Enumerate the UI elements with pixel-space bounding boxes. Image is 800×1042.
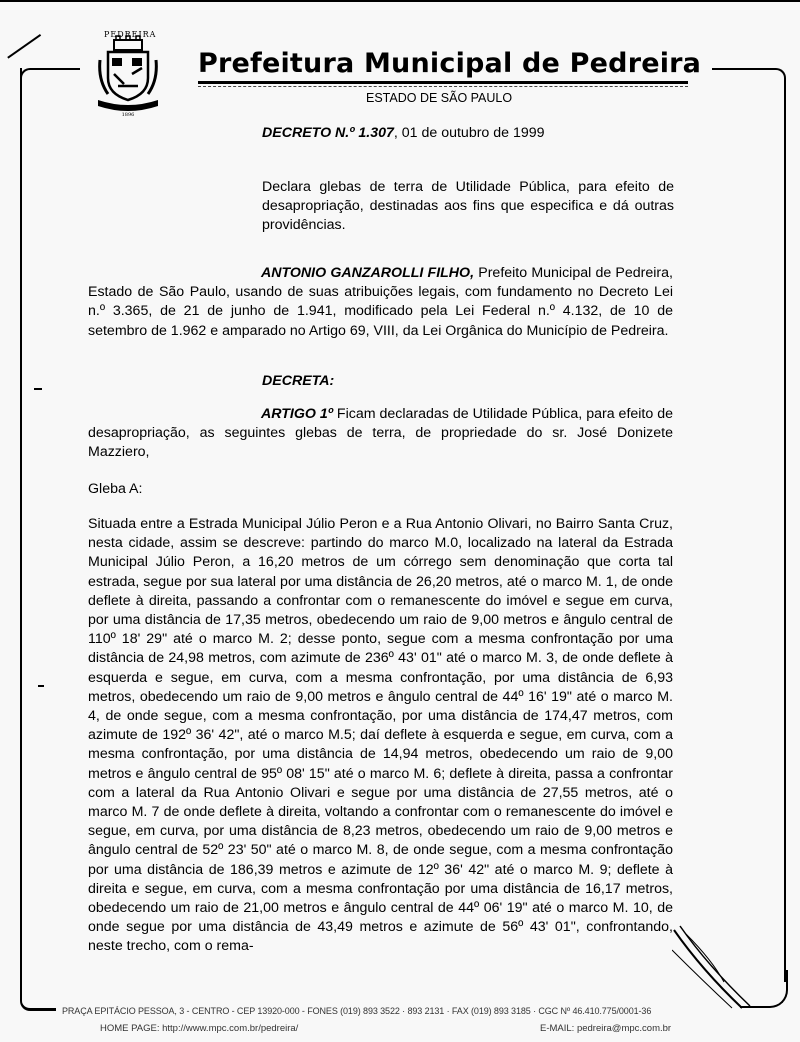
article-1-paragraph bbox=[88, 405, 673, 463]
footer-email: E-MAIL: pedreira@mpc.com.br bbox=[540, 1023, 672, 1034]
title-underline-dashed bbox=[198, 86, 688, 88]
gleba-a-description: Situada entre a Estrada Municipal Júlio Peron e a Rua Antonio Olivari, no Bairro Santa Cruz, nesta cidade, assim se descreve: partindo do marco M.0, localizado na lateral da Estrada Municipal Júlio Peron, a 16,20 metros de um córrego sem denominação que corta tal estrada, segue por sua lateral por uma distância de 26,20 metros, até o marco M. 1, de onde deflete à direita, passando a confrontar com o remanescente do imóvel e segue em curva, por uma distância de 17,35 metros, obedecendo um raio de 9,00 metros e ângulo central de 110º 18' 29" até o marco M. 2; desse ponto, segue com a mesma confrontação por uma distância de 24,98 metros, com azimute de 236º 43' 01" até o marco M. 3, de onde deflete à esquerda e segue, em curva, com a mesma confrontação, por uma distância de 6,93 metros, obedecendo um raio de 9,00 metros e ângulo central de 44º 16' 19" até o marco M. 4, de onde segue, com a mesma confrontação, por uma distância de 174,47 metros, com azimute de 192º 36' 42", até o marco M.5; daí deflete à esquerda e segue, em curva, com a mesma confrontação, por uma distância de 14,94 metros, obedecendo um raio de 9,00 metros e ângulo central de 95º 08' 15" até o marco M. 6; deflete à direita, passa a confrontar com a lateral da Rua Antonio Olivari e segue por uma distância de 27,55 metros, até o marco M. 7 de onde deflete à direita, voltando a confrontar com o remanescente do imóvel e segue, em curva, por uma distância de 8,23 metros, obedecendo um raio de 9,00 metros e ângulo central de 52º 23' 50" até o marco M. 8, de onde segue, com a mesma confrontação por uma distância de 186,39 metros e azimute de 12º 36' 42" até o marco M. 9; deflete à direita e segue, em curva, com a mesma confrontação por uma distância de 16,17 metros, obedecendo um raio de 21,00 metros e ângulo central de 44º 06' 19" até o marco M. 10, de onde segue por uma distância de 43,49 metros e azimute de 56º 43' 01", confrontando, neste trecho, com o rema- bbox=[88, 516, 673, 955]
frame-right-border bbox=[784, 82, 786, 982]
decreta-heading: DECRETA: bbox=[262, 373, 335, 389]
decree-heading bbox=[262, 124, 545, 143]
svg-text:1896: 1896 bbox=[121, 112, 135, 118]
frame-corner-top-right bbox=[712, 68, 786, 92]
letterhead-title: Prefeitura Municipal de Pedreira bbox=[198, 48, 702, 79]
article-1-text: Ficam declaradas de Utilidade Pública, para efeito de desapropriação, as seguintes glebas de terra, de propriedade do sr. José Donizete Mazziero, bbox=[88, 406, 673, 461]
signature-flourish bbox=[672, 920, 762, 1010]
state-subtitle: ESTADO DE SÃO PAULO bbox=[366, 91, 513, 105]
footer-homepage: HOME PAGE: http://www.mpc.com.br/pedreira/ bbox=[100, 1023, 299, 1034]
frame-flourish bbox=[7, 34, 41, 59]
scan-mark bbox=[38, 685, 44, 687]
article-1-label: ARTIGO 1º bbox=[261, 406, 333, 422]
gleba-a-heading: Gleba A: bbox=[88, 481, 143, 497]
preamble-text: Prefeito Municipal de Pedreira, Estado de São Paulo, usando de suas atribuições legais, com fundamento no Decreto Lei n.º 3.365, de 21 de junho de 1.941, modificado pela Lei Federal n.º 4.132, de 10 de setembro de 1.962 e amparado no Artigo 69, VIII, da Lei Orgânica do Município de Pedreira. bbox=[88, 265, 673, 339]
mayor-name: ANTONIO GANZAROLLI FILHO, bbox=[261, 265, 475, 281]
scan-top-edge bbox=[0, 0, 800, 2]
decree-number: DECRETO N.º 1.307 bbox=[262, 125, 394, 141]
footer-address: PRAÇA EPITÁCIO PESSOA, 3 - CENTRO - CEP 13920-000 - FONES (019) 893 3522 · 893 2131 · FAX (019) 893 3185 · CGC Nº 46.410.775/0001-36 bbox=[62, 1006, 652, 1016]
coat-of-arms-icon bbox=[96, 30, 160, 118]
crest-label: PEDREIRA bbox=[104, 30, 157, 39]
decree-date: , 01 de outubro de 1999 bbox=[393, 125, 545, 141]
scan-mark bbox=[34, 388, 42, 390]
frame-corner-top-left bbox=[20, 68, 80, 88]
title-underline bbox=[198, 81, 688, 84]
preamble-paragraph bbox=[88, 264, 673, 341]
frame-corner-bottom-left bbox=[20, 990, 56, 1011]
decree-summary: Declara glebas de terra de Utilidade Pública, para efeito de desapropriação, destinadas aos fins que especifica e dá outras providências. bbox=[262, 179, 674, 234]
frame-left-border bbox=[20, 68, 22, 998]
